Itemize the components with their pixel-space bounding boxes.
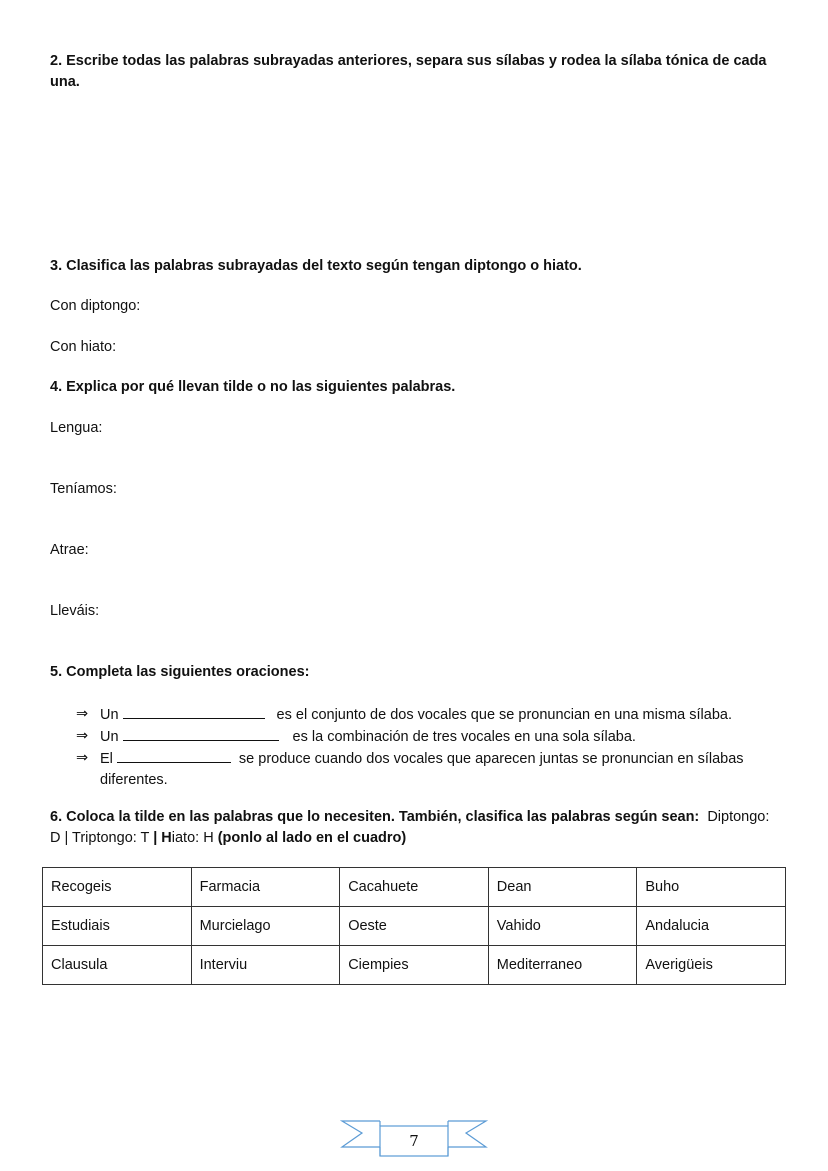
table-cell[interactable]: Buho xyxy=(637,868,786,907)
table-cell[interactable]: Mediterraneo xyxy=(488,946,637,985)
question-6 xyxy=(50,807,780,849)
q6-hiato: iato: H xyxy=(171,830,214,846)
q6-h-bold: H xyxy=(161,830,172,846)
item-prefix: El xyxy=(100,751,113,767)
arrow-icon: ⇒ xyxy=(76,728,89,744)
list-item xyxy=(76,748,776,770)
word-atrae: Atrae: xyxy=(50,542,89,558)
item-text: se produce cuando dos vocales que aparecen juntas se pronuncian en sílabas xyxy=(238,751,744,767)
item-prefix: Un xyxy=(100,707,119,723)
question-3: 3. Clasifica las palabras subrayadas del texto según tengan diptongo o hiato. xyxy=(50,258,582,274)
blank-line[interactable] xyxy=(117,748,231,763)
table-row xyxy=(43,868,786,907)
table-cell[interactable]: Cacahuete xyxy=(340,868,489,907)
label-con-hiato: Con hiato: xyxy=(50,339,117,355)
completion-list xyxy=(76,704,776,791)
q6-note: (ponlo al lado en el cuadro) xyxy=(217,830,407,846)
arrow-icon: ⇒ xyxy=(76,750,89,766)
question-5: 5. Completa las siguientes oraciones: xyxy=(50,664,310,680)
words-table xyxy=(42,867,786,985)
table-cell[interactable]: Dean xyxy=(488,868,637,907)
table-cell[interactable]: Oeste xyxy=(340,907,489,946)
item-text: es la combinación de tres vocales en una sola sílaba. xyxy=(292,729,636,745)
label-con-diptongo: Con diptongo: xyxy=(50,298,141,314)
table-cell[interactable]: Vahido xyxy=(488,907,637,946)
q6-diptongo-triptongo: Diptongo: D | Triptongo: T xyxy=(50,809,770,846)
list-item xyxy=(76,704,776,726)
table-row xyxy=(43,907,786,946)
table-cell[interactable]: Interviu xyxy=(191,946,340,985)
word-teniamos: Teníamos: xyxy=(50,481,117,497)
table-cell[interactable]: Recogeis xyxy=(43,868,192,907)
table-cell[interactable]: Clausula xyxy=(43,946,192,985)
question-2: 2. Escribe todas las palabras subrayadas anteriores, separa sus sílabas y rodea la sílaba tónica de cada una. xyxy=(50,53,767,90)
arrow-icon: ⇒ xyxy=(76,706,89,722)
item-prefix: Un xyxy=(100,729,119,745)
question-4: 4. Explica por qué llevan tilde o no las siguientes palabras. xyxy=(50,379,456,395)
table-cell[interactable]: Andalucia xyxy=(637,907,786,946)
q6-separator: | xyxy=(153,830,158,846)
table-cell[interactable]: Murcielago xyxy=(191,907,340,946)
table-row xyxy=(43,946,786,985)
blank-line[interactable] xyxy=(123,704,265,719)
table-cell[interactable]: Farmacia xyxy=(191,868,340,907)
item-text: es el conjunto de dos vocales que se pronuncian en una misma sílaba. xyxy=(276,707,732,723)
word-lengua: Lengua: xyxy=(50,420,103,436)
table-cell[interactable]: Averigüeis xyxy=(637,946,786,985)
page-number: 7 xyxy=(409,1132,419,1150)
q6-instruction: 6. Coloca la tilde en las palabras que lo necesiten. También, clasifica las palabras según sean: xyxy=(50,809,700,825)
blank-line[interactable] xyxy=(123,726,279,741)
page-number-ribbon xyxy=(340,1115,488,1159)
word-llevais: Lleváis: xyxy=(50,603,100,619)
item-continuation: diferentes. xyxy=(100,772,168,788)
list-item xyxy=(76,726,776,748)
table-cell[interactable]: Ciempies xyxy=(340,946,489,985)
table-cell[interactable]: Estudiais xyxy=(43,907,192,946)
